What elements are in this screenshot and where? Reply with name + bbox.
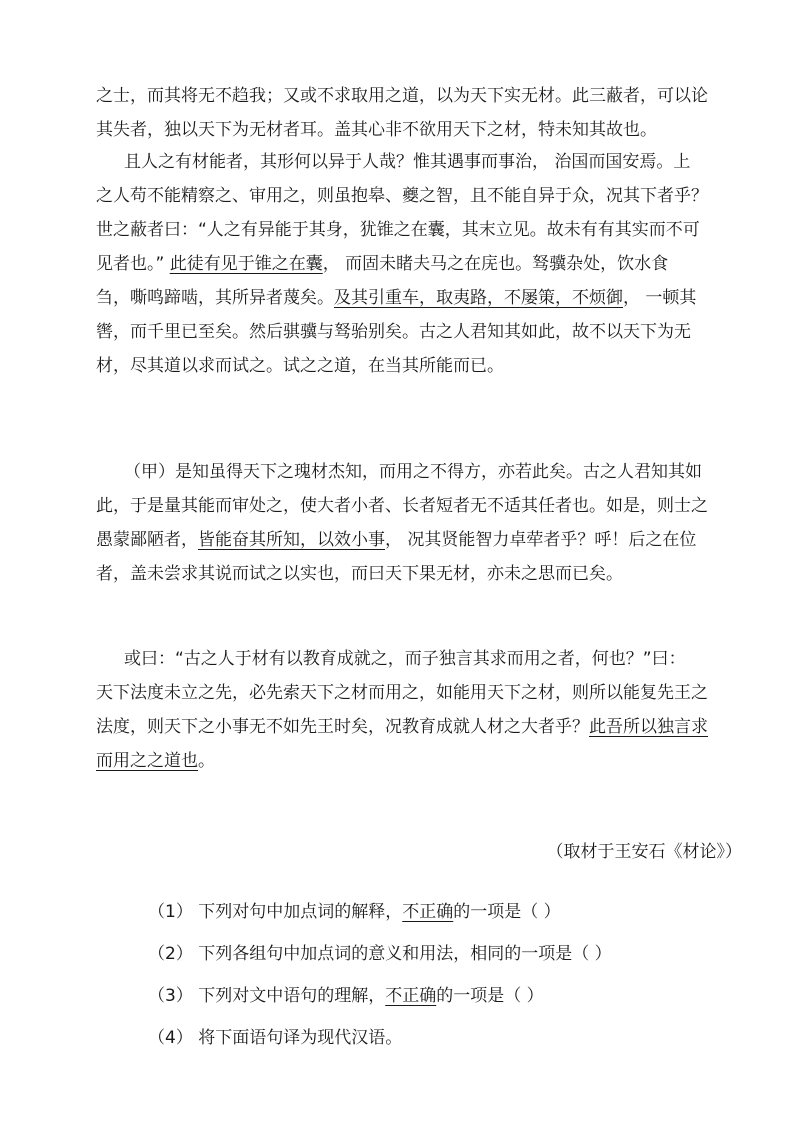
passage-line: 刍，嘶鸣蹄啮，其所异者蔑矣。及其引重车，取夷路，不屡策，不烦御， 一顿其 bbox=[96, 288, 697, 308]
passage-line: 而用之之道也。 bbox=[96, 751, 215, 771]
passage-line: 愚蒙鄙陋者，皆能奋其所知，以效小事， 况其贤能智力卓荦者乎？呼！后之在位 bbox=[96, 530, 697, 550]
passage-line: 之士，而其将无不趋我；又或不求取用之道，以为天下实无材。此三蔽者，可以论 bbox=[96, 86, 708, 106]
passage-line: 辔，而千里已至矣。然后骐骥与驽骀别矣。古之人君知其如此，故不以天下为无 bbox=[96, 322, 691, 342]
passage-line: （甲）是知虽得天下之瑰材杰知，而用之不得方，亦若此矣。古之人君知其如 bbox=[124, 462, 702, 482]
passage-line: 法度，则天下之小事无不如先王时矣，况教育成就人材之大者乎？此吾所以独言求 bbox=[96, 717, 708, 737]
passage-line: 材，尽其道以求而试之。试之之道，在当其所能而已。 bbox=[96, 356, 504, 376]
passage-line: 且人之有材能者，其形何以异于人哉？惟其遇事而事治， 治国而国安焉。上 bbox=[124, 152, 691, 172]
passage-line: 此，于是量其能而审处之，使大者小者、长者短者无不适其任者也。如是，则士之 bbox=[96, 496, 708, 516]
passage-line: 天下法度未立之先，必先索天下之材而用之，如能用天下之材，则所以能复先王之 bbox=[96, 683, 708, 703]
question-item: （4） 将下面语句译为现代汉语。 bbox=[148, 1028, 403, 1048]
source-citation: （取材于王安石《材论》） bbox=[546, 842, 742, 862]
question-item: （2） 下列各组句中加点词的意义和用法，相同的一项是（ ） bbox=[148, 944, 612, 964]
question-item: （3） 下列对文中语句的理解，不正确的一项是（ ） bbox=[148, 986, 544, 1006]
question-item: （1） 下列对句中加点词的解释，不正确的一项是（ ） bbox=[148, 902, 561, 922]
passage-line: 见者也。” 此徒有见于锥之在囊， 而固未睹夫马之在庑也。驽骥杂处，饮水食 bbox=[96, 254, 669, 274]
passage-line: 之人苟不能精察之、审用之，则虽抱皋、夔之智，且不能自异于众，况其下者乎？ bbox=[96, 186, 708, 206]
passage-line: 其失者，独以天下为无材者耳。盖其心非不欲用天下之材，特未知其故也。 bbox=[96, 120, 657, 140]
passage-line: 世之蔽者曰：“人之有异能于其身，犹锥之在囊，其末立见。故未有有其实而不可 bbox=[96, 220, 700, 240]
passage-line: 或曰：“古之人于材有以教育成就之，而子独言其求而用之者，何也？”曰： bbox=[124, 649, 686, 669]
passage-line: 者，盖未尝求其说而试之以实也，而曰天下果无材，亦未之思而已矣。 bbox=[96, 564, 623, 584]
